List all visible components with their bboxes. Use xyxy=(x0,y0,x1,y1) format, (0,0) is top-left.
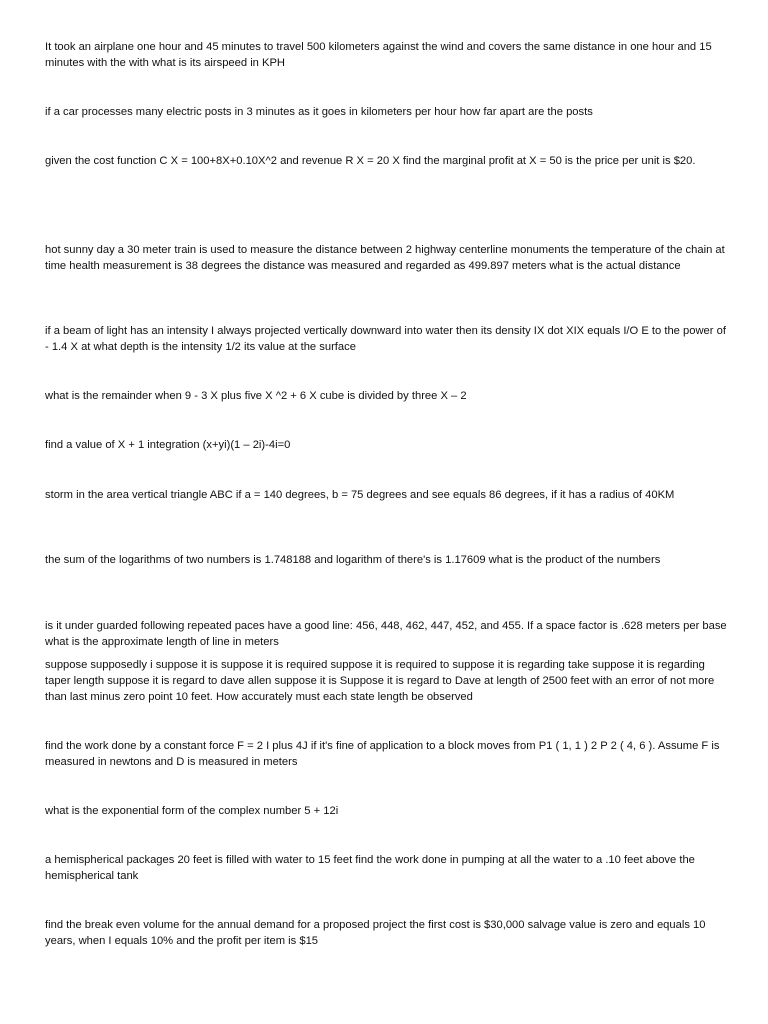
question-paragraph: hot sunny day a 30 meter train is used to measure the distance between 2 highway centerline monuments the temperature of the chain at time health measurement is 38 degrees the distance was measured and regarded as 499.897 meters what is the actual distance xyxy=(45,244,725,272)
question-paragraph: find the work done by a constant force F = 2 I plus 4J if it's fine of application to a block moves from P1 ( 1, 1 ) 2 P 2 ( 4, 6 ). Assume F is measured in newtons and D is measured in meters xyxy=(45,740,720,768)
question-paragraph: a hemispherical packages 20 feet is filled with water to 15 feet find the work done in pumping at all the water to a .10 feet above the hemispherical tank xyxy=(45,854,695,882)
question-paragraph: what is the remainder when 9 - 3 X plus five X ^2 + 6 X cube is divided by three X – 2 xyxy=(45,390,467,402)
question-paragraph: is it under guarded following repeated paces have a good line: 456, 448, 462, 447, 452, and 455. If a space factor is .628 meters per base what is the approximate length of line in meters xyxy=(45,620,727,648)
question-paragraph: if a car processes many electric posts in 3 minutes as it goes in kilometers per hour how far apart are the posts xyxy=(45,106,593,118)
question-paragraph: find the break even volume for the annual demand for a proposed project the first cost is $30,000 salvage value is zero and equals 10 years, when I equals 10% and the profit per item is $15 xyxy=(45,919,706,947)
question-paragraph: It took an airplane one hour and 45 minutes to travel 500 kilometers against the wind and covers the same distance in one hour and 15 minutes with the with what is its airspeed in KPH xyxy=(45,41,712,69)
question-paragraph: what is the exponential form of the complex number 5 + 12i xyxy=(45,805,339,817)
question-paragraph: suppose supposedly i suppose it is suppose it is required suppose it is required to suppose it is regarding take suppose it is regarding taper length suppose it is regard to dave allen suppose it is Suppose it is regard to Dave at length of 2500 feet with an error of not more than last minus zero point 10 feet. How accurately must each state length be observed xyxy=(45,659,715,703)
question-paragraph: the sum of the logarithms of two numbers is 1.748188 and logarithm of there's is 1.17609 what is the product of the numbers xyxy=(45,554,661,566)
question-paragraph: if a beam of light has an intensity I always projected vertically downward into water then its density IX dot XIX equals I/O E to the power of - 1.4 X at what depth is the intensity 1/2 its value at the surface xyxy=(45,325,726,353)
question-paragraph: storm in the area vertical triangle ABC if a = 140 degrees, b = 75 degrees and see equals 86 degrees, if it has a radius of 40KM xyxy=(45,489,675,501)
question-paragraph: find a value of X + 1 integration (x+yi)(1 – 2i)-4i=0 xyxy=(45,439,291,451)
question-paragraph: given the cost function C X = 100+8X+0.10X^2 and revenue R X = 20 X find the marginal profit at X = 50 is the price per unit is $20. xyxy=(45,155,696,167)
